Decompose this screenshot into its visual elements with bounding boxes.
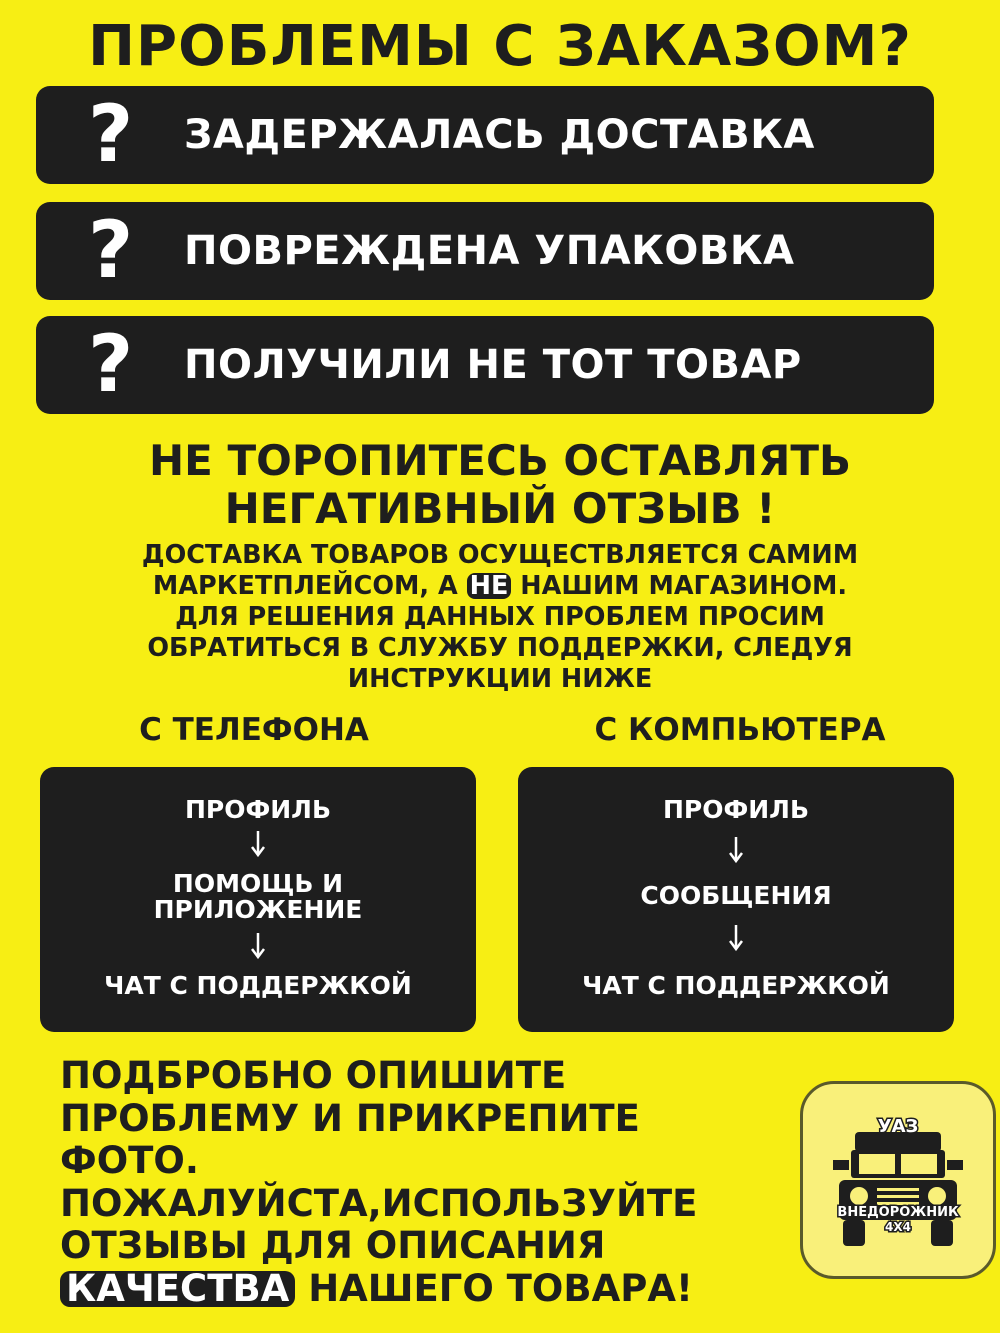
computer-steps-box bbox=[518, 767, 954, 1032]
step-messages: СООБЩЕНИЯ bbox=[640, 881, 832, 910]
bottom-note bbox=[60, 1055, 697, 1310]
down-arrow-icon bbox=[726, 923, 746, 953]
computer-heading: С КОМПЬЮТЕРА bbox=[594, 712, 886, 748]
jeep-logo-icon bbox=[803, 1084, 993, 1276]
down-arrow-icon bbox=[248, 931, 268, 961]
step-help: ПОМОЩЬ И bbox=[172, 869, 344, 898]
note-line: ПОЖАЛУЙСТА,ИСПОЛЬЗУЙТЕ bbox=[60, 1181, 698, 1225]
step-support-chat: ЧАТ С ПОДДЕРЖКОЙ bbox=[104, 971, 412, 1000]
phone-heading: С ТЕЛЕФОНА bbox=[139, 712, 369, 748]
phone-steps-box bbox=[40, 767, 476, 1032]
info-text bbox=[0, 540, 1000, 695]
info-line: ИНСТРУКЦИИ НИЖЕ bbox=[347, 664, 653, 694]
issue-damaged-package bbox=[36, 202, 934, 300]
issue-label: ЗАДЕРЖАЛАСЬ ДОСТАВКА bbox=[184, 112, 815, 158]
step-profile: ПРОФИЛЬ bbox=[662, 795, 810, 824]
note-line: ФОТО. bbox=[60, 1139, 199, 1182]
info-fragment: МАРКЕТПЛЕЙСОМ, А bbox=[152, 571, 458, 601]
issue-delayed-delivery bbox=[36, 86, 934, 184]
note-line: ПОДБРОБНО ОПИШИТЕ bbox=[60, 1054, 567, 1097]
warning-line-1: НЕ ТОРОПИТЕСЬ ОСТАВЛЯТЬ bbox=[149, 436, 851, 485]
highlight-ne: НЕ bbox=[467, 573, 512, 599]
step-support-chat: ЧАТ С ПОДДЕРЖКОЙ bbox=[582, 971, 890, 1000]
question-mark-icon: ? bbox=[88, 206, 134, 296]
step-profile: ПРОФИЛЬ bbox=[184, 795, 332, 824]
note-line bbox=[60, 1268, 697, 1311]
issue-label: ПОЛУЧИЛИ НЕ ТОТ ТОВАР bbox=[184, 342, 802, 388]
uaz-logo-badge bbox=[800, 1081, 996, 1279]
step-app: ПРИЛОЖЕНИЕ bbox=[153, 895, 363, 924]
highlight-quality: КАЧЕСТВА bbox=[60, 1271, 295, 1307]
warning-line-2: НЕГАТИВНЫЙ ОТЗЫВ ! bbox=[224, 484, 776, 533]
badge-bottom-text: 4X4 bbox=[885, 1220, 911, 1234]
page-title: ПРОБЛЕМЫ С ЗАКАЗОМ? bbox=[88, 14, 912, 79]
badge-top-text: УАЗ bbox=[877, 1116, 919, 1137]
info-line: ДЛЯ РЕШЕНИЯ ДАННЫХ ПРОБЛЕМ ПРОСИМ bbox=[175, 602, 825, 632]
badge-middle-text: ВНЕДОРОЖНИК bbox=[837, 1205, 959, 1220]
issue-label: ПОВРЕЖДЕНА УПАКОВКА bbox=[184, 228, 795, 274]
info-fragment: НАШИМ МАГАЗИНОМ. bbox=[520, 571, 848, 601]
question-mark-icon: ? bbox=[88, 90, 134, 180]
info-line bbox=[0, 571, 1000, 602]
info-line: ОБРАТИТЬСЯ В СЛУЖБУ ПОДДЕРЖКИ, СЛЕДУЯ bbox=[147, 633, 853, 663]
note-fragment: НАШЕГО ТОВАРА! bbox=[308, 1266, 693, 1310]
issue-wrong-item bbox=[36, 316, 934, 414]
down-arrow-icon bbox=[248, 829, 268, 859]
note-line: ПРОБЛЕМУ И ПРИКРЕПИТЕ bbox=[60, 1096, 640, 1140]
down-arrow-icon bbox=[726, 835, 746, 865]
info-line: ДОСТАВКА ТОВАРОВ ОСУЩЕСТВЛЯЕТСЯ САМИМ bbox=[141, 540, 859, 570]
question-mark-icon: ? bbox=[88, 320, 134, 410]
note-line: ОТЗЫВЫ ДЛЯ ОПИСАНИЯ bbox=[60, 1224, 606, 1267]
